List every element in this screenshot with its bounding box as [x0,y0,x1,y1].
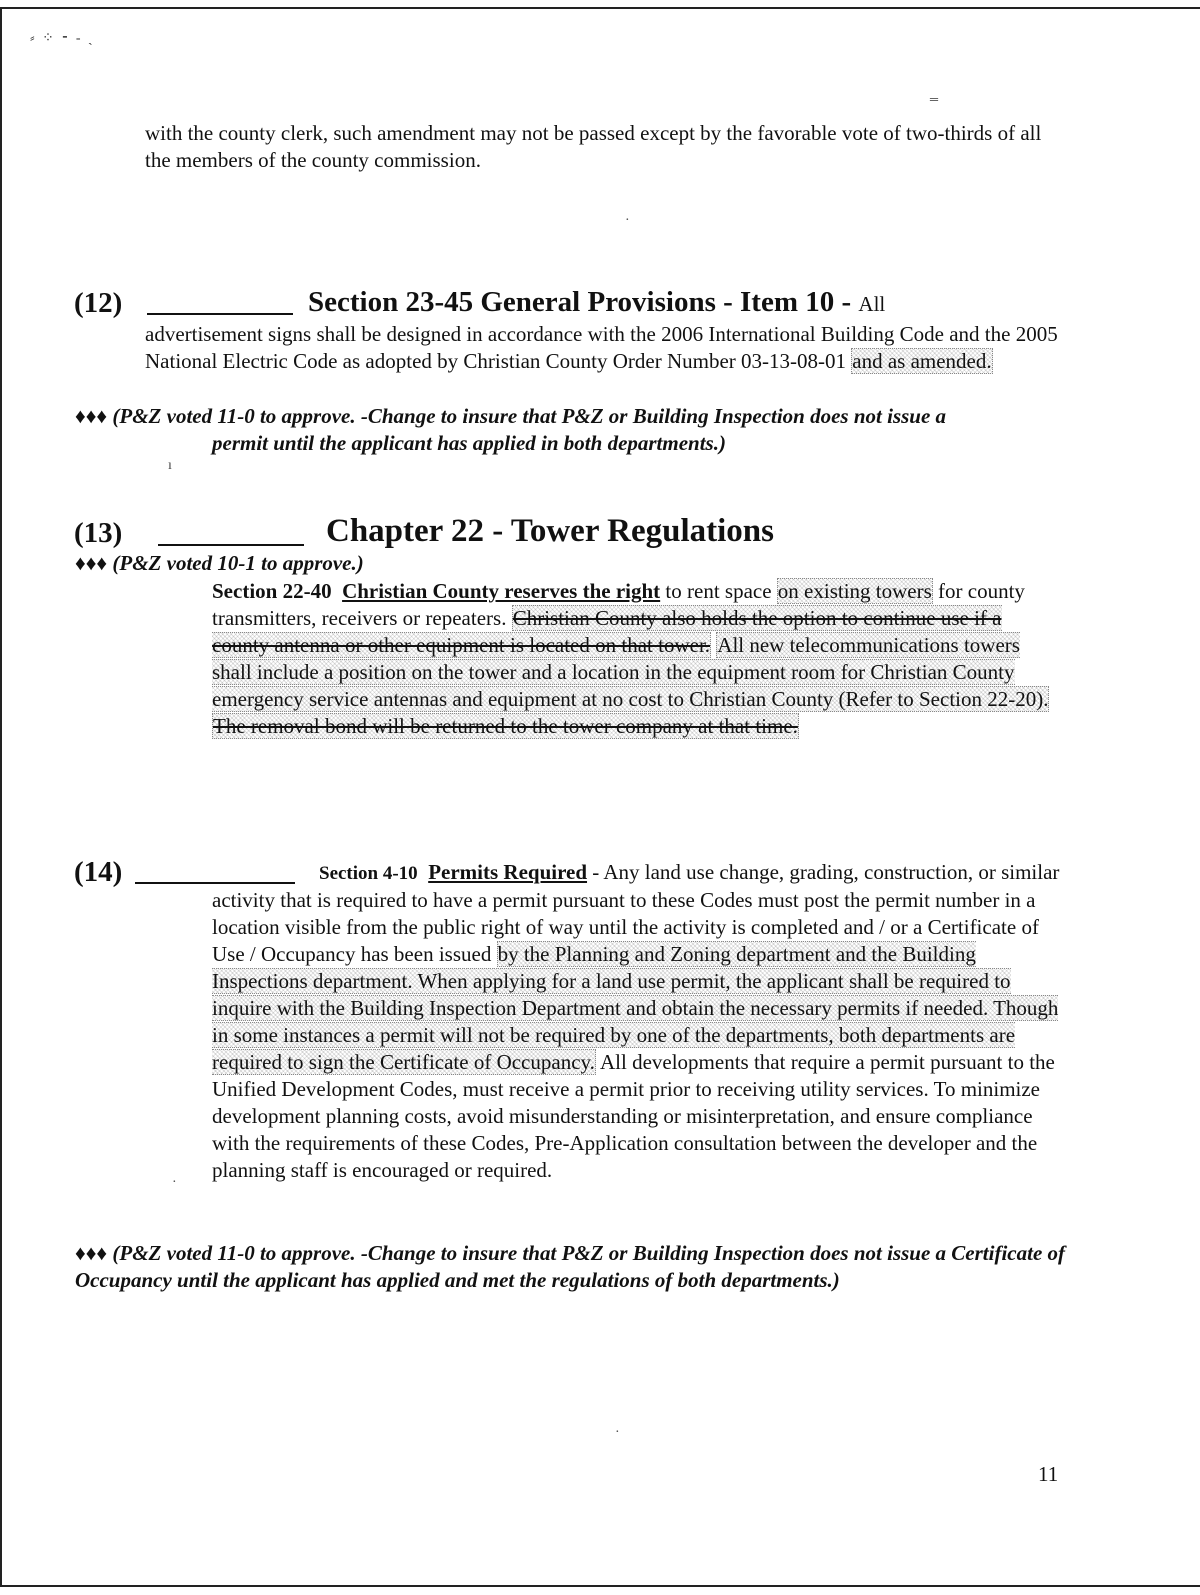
section-paragraph [212,578,1052,740]
paragraph-text: for county transmitters, receivers or repeaters. [212,579,1025,630]
shaded-insertion: by the Planning and Zoning department and the Building Inspections department. When applying for a land use permit, the applicant shall be required to inquire with the Building Inspection Department and obtain the necessary permits if needed. Though in some instances a permit will not be required by one of the departments, both departments are required to sign the Certificate of Occupancy. [212,942,1059,1074]
scan-specks: ⸗ ⁘ ⁃ ‐ ˏ [30,31,95,46]
vote-bullet: ♦♦♦ [75,404,108,428]
item-number: (13) [74,517,123,549]
struck-deletion: The removal bond will be returned to the tower company at that time. [213,714,798,738]
vote-note [75,403,1075,430]
scan-mark: ı [168,458,172,473]
vote-note [75,1240,1065,1294]
item-number: (12) [74,287,123,319]
struck-deletion: Christian County also holds the option to continue use if a county antenna or other equipment is located on that tower. [212,606,1002,657]
shaded-insertion: on existing towers [777,579,932,603]
page-border-left [0,7,2,1587]
vote-note-continued: permit until the applicant has applied in both departments.) [212,431,726,455]
scan-dot: · [172,1175,177,1190]
vote-bullet: ♦♦♦ [75,1241,108,1265]
item-number: (14) [74,856,123,888]
page-border-top [0,7,1200,9]
scan-mark: ‗ [930,84,938,101]
scan-dot: · [615,1425,620,1440]
item-body [145,321,1060,375]
vote-text: (P&Z voted 11-0 to approve. -Change to insure that P&Z or Building Inspection does not issue a Certificate of Occupancy until the applicant has applied and met the regulations of both departments.) [75,1241,1066,1292]
approval-blank [147,313,293,315]
page-number: 11 [1038,1462,1059,1486]
item-heading [308,286,885,319]
page-border-bottom [0,1585,1200,1587]
vote-text: (P&Z voted 10-1 to approve.) [112,551,364,575]
section-paragraph [212,859,1062,1184]
paragraph-text: All developments that require a permit pursuant to the Unified Development Codes, must receive a permit prior to receiving utility services. To minimize development planning costs, avoid misunderstanding or misinterpretation, and ensure compliance with the requirements of these Codes, Pre-Application consultation between the developer and the planning staff is encouraged or required. [212,1050,1055,1182]
shaded-insertion: All new telecommunications towers shall include a position on the tower and a location in the equipment room for Christian County emergency service antennas and equipment at no cost to Christian County (Refer to Section 22-20). [212,633,1049,711]
heading-trailing-text: All [858,292,886,316]
body-text: advertisement signs shall be designed in accordance with the 2006 International Building Code and the 2005 National Electric Code as adopted by Christian County Order Number 03-13-08-01 [145,322,1058,373]
vote-text: (P&Z voted 11-0 to approve. -Change to insure that P&Z or Building Inspection does not issue a [112,404,947,428]
vote-bullet: ♦♦♦ [75,551,108,575]
shaded-amendment: and as amended. [852,349,992,373]
vote-note [75,550,575,577]
section-title: Christian County reserves the right [342,579,661,603]
section-label: Section 22-40 [212,579,332,603]
section-label: Section 4-10 [319,863,418,884]
paragraph-text: - Any land use change, grading, construction, or similar activity that is required to have a permit pursuant to these Codes must post the permit number in a location visible from the public right of way until the activity is completed and / or a Certificate of Use / Occupancy has been issued [212,860,1060,966]
heading-text: Section 23-45 General Provisions - Item 10 - [308,286,852,318]
approval-blank [158,544,304,546]
scan-dot: · [625,213,630,228]
paragraph-text: to rent space [665,579,772,603]
section-title: Permits Required [428,860,588,884]
continuation-paragraph: with the county clerk, such amendment may not be passed except by the favorable vote of two-thirds of all the members of the county commission. [145,121,1042,172]
item-heading: Chapter 22 - Tower Regulations [326,513,774,549]
